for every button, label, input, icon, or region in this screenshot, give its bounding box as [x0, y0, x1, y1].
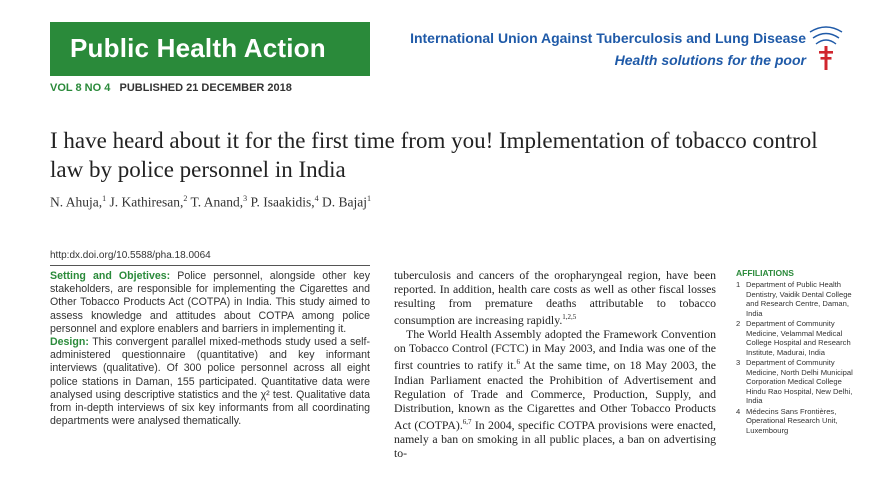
- affiliation-number: 1: [736, 280, 741, 289]
- affiliation-text: Médecins Sans Frontières, Operational Research Unit, Luxembourg: [746, 406, 838, 435]
- abstract-design-heading: Design:: [50, 336, 89, 349]
- body-text: At the same time, on 18 May 2003, the Indian Parliament enacted the Prohibition of Advertisement and Regulation of Trade and Commerce, Production, Supply, and Distribution, known as the Cigarettes and Other Tobacco Products Act (COTPA).: [394, 358, 716, 432]
- journal-title: Public Health Action: [70, 33, 326, 63]
- author-affiliation-mark: 3: [243, 194, 248, 203]
- union-name: International Union Against Tuberculosis and Lung Disease: [410, 30, 806, 46]
- body-column: [394, 268, 716, 460]
- abstract-design-text: This convergent parallel mixed-methods study used a self-administered questionnaire (quantitative) and key informant interviews (qualitative). Of 300 police personnel across all eight police stations in Daman, 155 participated. Quantitative data were analysed using descriptive statistics and the χ² test. Qualitative data from in-depth interviews of six key informants from all coordinating departments were analysed thematically.: [50, 336, 370, 428]
- citation-ref: 6,7: [462, 417, 472, 426]
- body-paragraph: [394, 268, 716, 327]
- abstract-divider: [50, 265, 370, 266]
- affiliation-item: [736, 280, 856, 318]
- author: D. Bajaj: [322, 194, 367, 210]
- volume-number: VOL 8 NO 4: [50, 82, 111, 94]
- affiliations-list: [736, 280, 856, 436]
- author-affiliation-mark: 2: [183, 194, 188, 203]
- affiliation-text: Department of Community Medicine, North Delhi Municipal Corporation Medical College Hindu Rao Hospital, New Delhi, India: [746, 358, 853, 405]
- author-affiliation-mark: 4: [314, 194, 319, 203]
- author-affiliation-mark: 1: [367, 194, 371, 203]
- body-text: tuberculosis and cancers of the oropharyngeal region, have been reported. In addition, health care costs as well as other fiscal losses resulting from premature deaths attributable to tobacco consumption are increasing rapidly.: [394, 268, 716, 328]
- author: N. Ahuja,: [50, 194, 103, 210]
- issue-line: [50, 82, 292, 94]
- author: J. Kathiresan,: [109, 194, 184, 210]
- author: P. Isaakidis,: [250, 194, 315, 210]
- affiliation-number: 2: [736, 319, 741, 328]
- body-text: In 2004, specific COTPA provisions were enacted, namely a ban on smoking in all public places, a ban on advertising to-: [394, 417, 716, 460]
- author-list: [50, 194, 371, 211]
- affiliation-number: 4: [736, 406, 741, 416]
- doi-link[interactable]: http:dx.doi.org/10.5588/pha.18.0064: [50, 250, 211, 261]
- author: T. Anand,: [190, 194, 244, 210]
- journal-banner: [50, 22, 370, 76]
- affiliation-text: Department of Public Health Dentistry, Vaidik Dental College and Research Centre, Daman, India: [746, 280, 852, 318]
- publisher-block: [386, 30, 806, 68]
- abstract-setting-heading: Setting and Objetives:: [50, 270, 171, 282]
- affiliation-item: [736, 358, 856, 406]
- abstract-setting-text: Police personnel, alongside other key stakeholders, are responsible for implementing the Cigarettes and Other Tobacco Products Act (COTPA) in India. This study aimed to assess knowledge and attitudes about COTPA among police personnel and explore enablers and barriers in implementing it.: [50, 270, 371, 335]
- citation-ref: 1,2,5: [562, 313, 577, 322]
- publication-date: PUBLISHED 21 DECEMBER 2018: [119, 82, 292, 94]
- body-text: The World Health Assembly adopted the Framework Convention on Tobacco Control (FCTC) in May 2003, and India was one of the first countries to ratify it.: [394, 327, 716, 373]
- body-paragraph: [394, 327, 716, 460]
- author-affiliation-mark: 1: [102, 194, 107, 203]
- abstract: [50, 270, 370, 428]
- citation-ref: 6: [516, 358, 521, 367]
- affiliation-item: [736, 407, 856, 436]
- affiliation-item: [736, 319, 856, 357]
- union-tagline: Health solutions for the poor: [614, 52, 806, 68]
- affiliation-text: Department of Community Medicine, Velammal Medical College Hospital and Research Institute, Madurai, India: [746, 319, 851, 357]
- article-title: I have heard about it for the first time from you! Implementation of tobacco control law by police personnel in India: [50, 128, 818, 182]
- affiliation-number: 3: [736, 358, 741, 367]
- union-lung-emblem-icon: [806, 24, 846, 74]
- affiliations-heading: AFFILIATIONS: [736, 268, 794, 278]
